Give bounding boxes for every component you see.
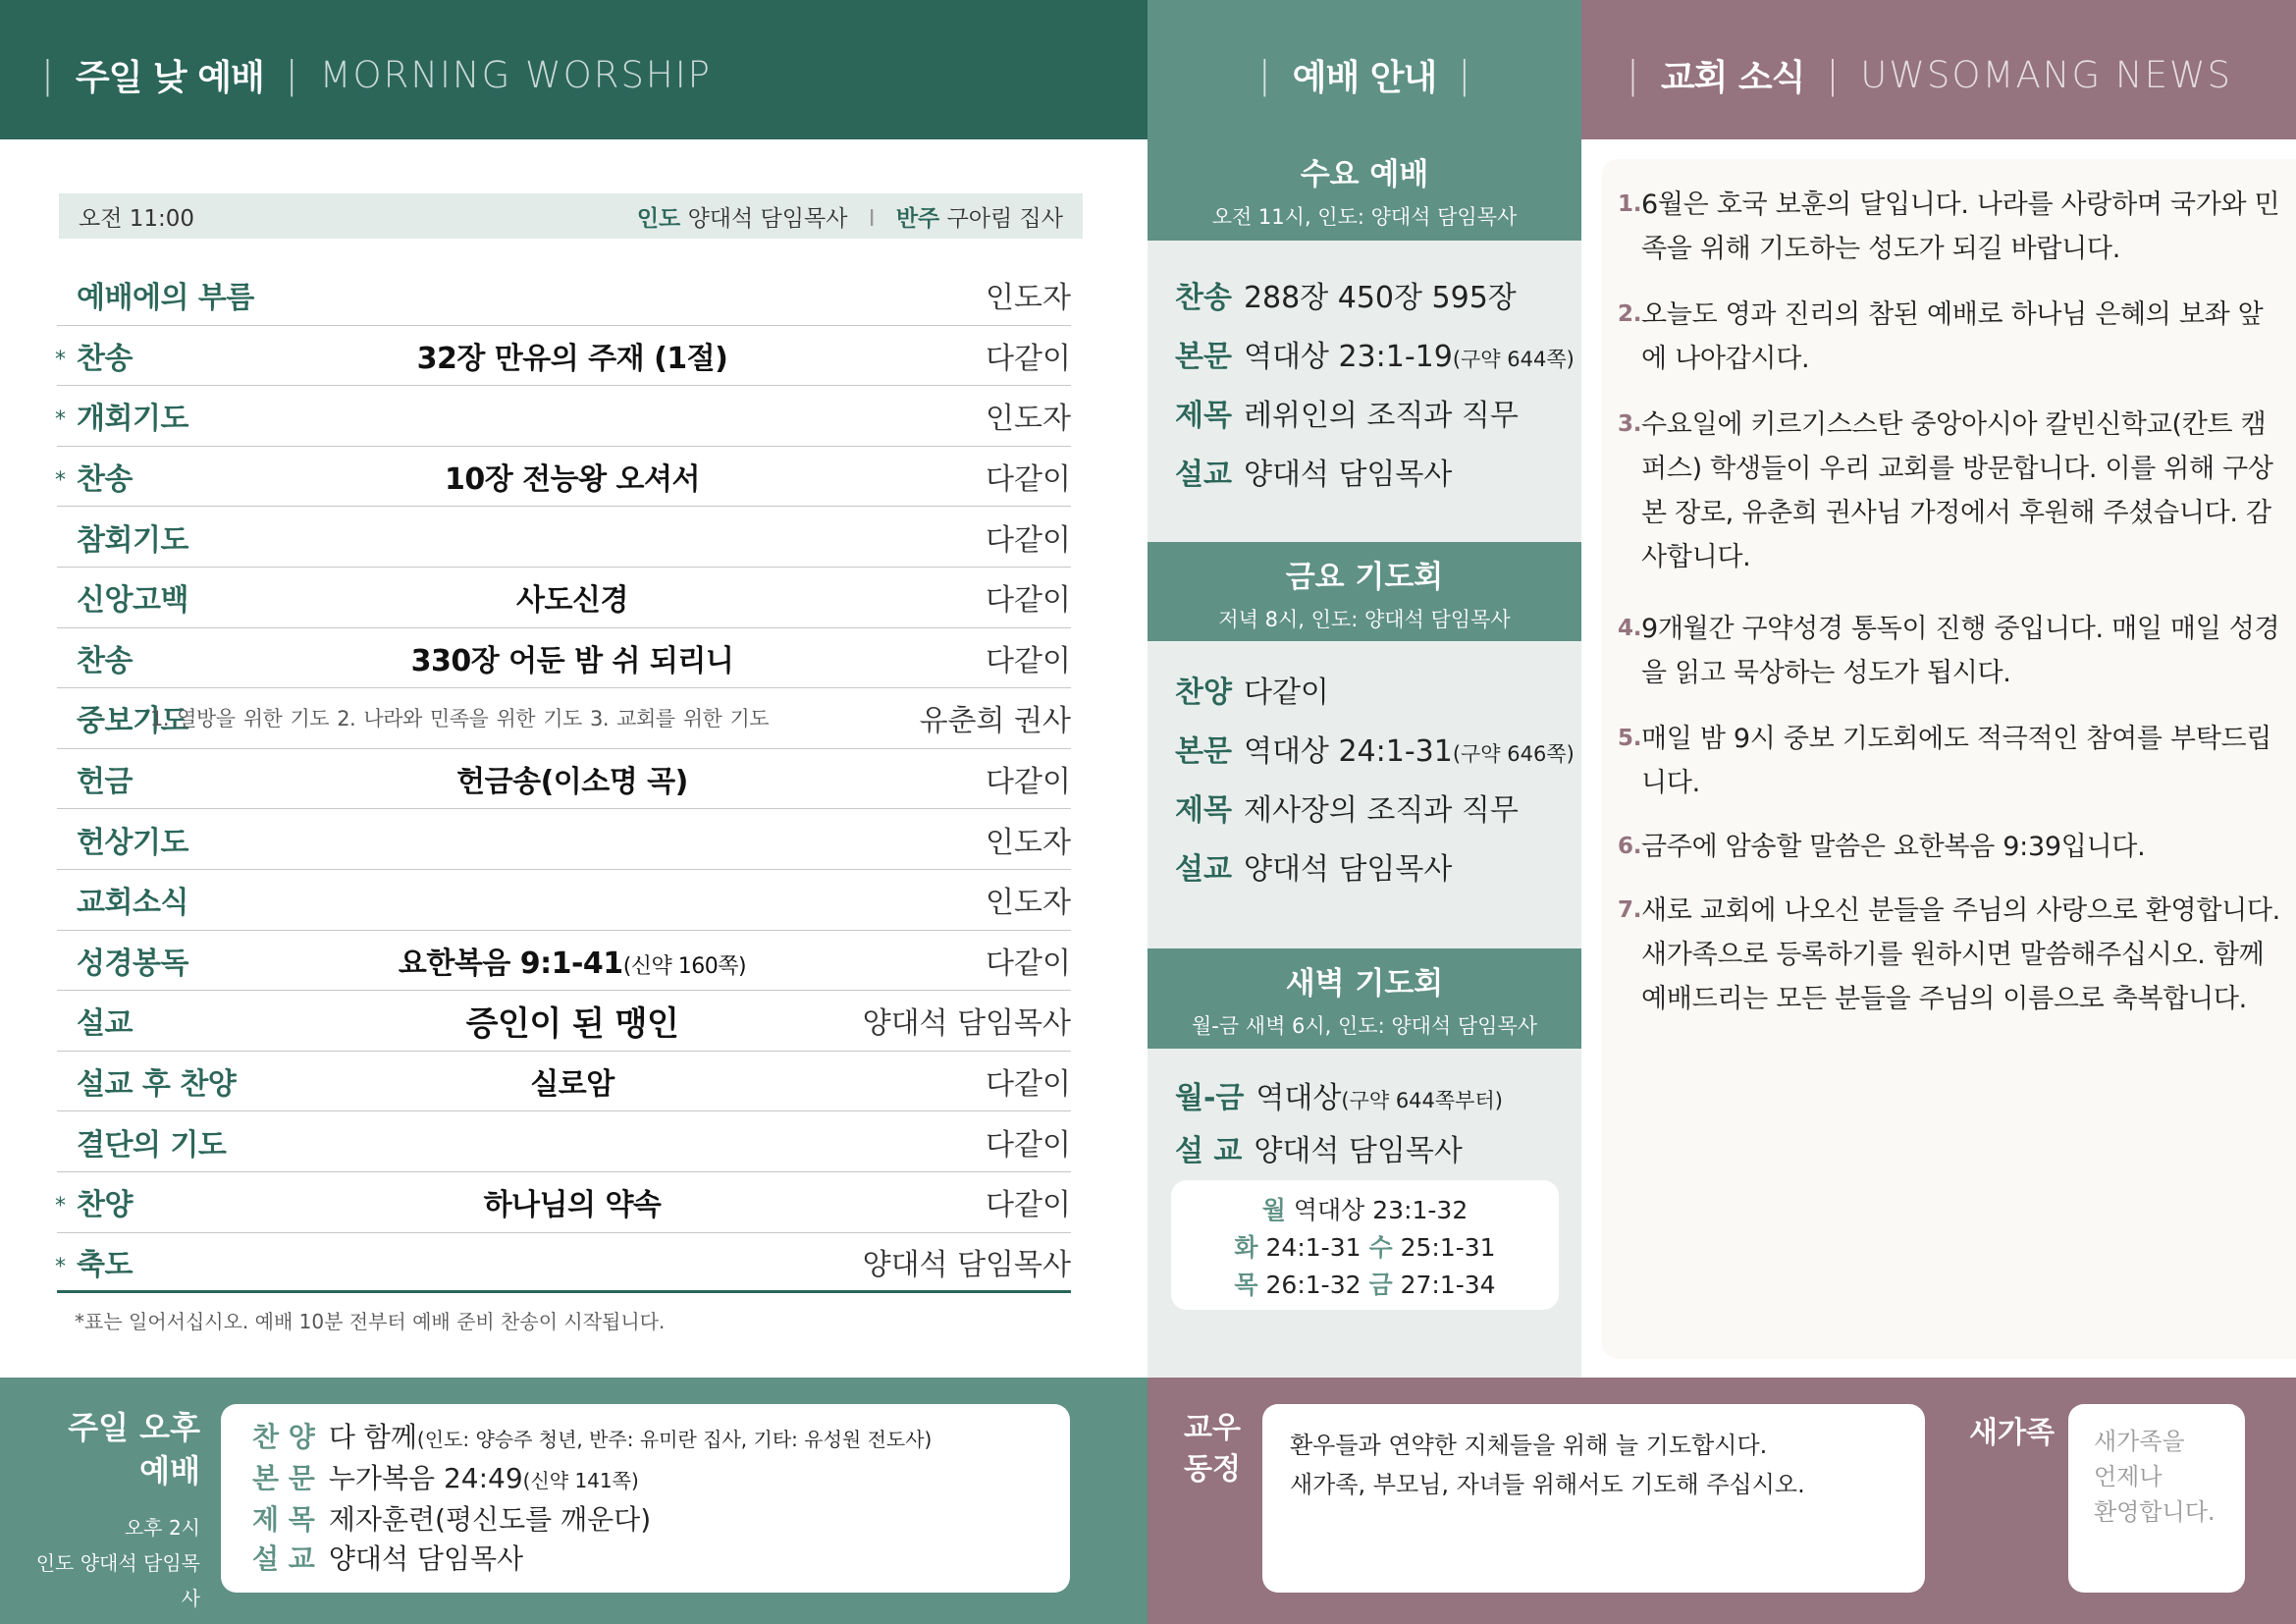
church-news-title: 교회 소식 [1660, 57, 1805, 98]
news-number: 7. [1618, 897, 1642, 923]
friday-service-title: 금요 기도회 [1285, 560, 1444, 595]
news-item [1618, 293, 2285, 381]
dawn-reading-line-1: 월 역대상 23:1-32 [1261, 1196, 1468, 1224]
standing-mark: * [55, 347, 66, 372]
news-item [1618, 403, 2285, 579]
order-item-name: 신앙고백 [77, 583, 188, 619]
header-divider: | [1257, 53, 1271, 96]
dawn-book-value: 역대상 [1255, 1081, 1342, 1115]
order-row [57, 809, 1071, 870]
order-item-name: 찬송 [77, 341, 133, 376]
wednesday-title-label: 제목 [1175, 399, 1232, 433]
news-item [1618, 825, 2285, 869]
order-item-name: 설교 [77, 1006, 133, 1042]
order-row [57, 326, 1071, 387]
news-text: 매일 밤 9시 중보 기도회에도 적극적인 참여를 부탁드립니다. [1641, 724, 2272, 798]
service-leaders [637, 200, 1063, 233]
wednesday-preacher-value: 양대석 담임목사 [1243, 458, 1453, 492]
dawn-preacher [1175, 1126, 1463, 1169]
order-item-leader: 인도자 [986, 281, 1071, 316]
order-item-name: 성경봉독 [77, 946, 188, 981]
afternoon-sermon-title: 제 목 제자훈련(평신도를 깨운다) [252, 1503, 652, 1536]
order-item-name: 축도 [77, 1247, 133, 1282]
dawn-service-title: 새벽 기도회 [1285, 966, 1444, 1001]
order-item-content: 하나님의 약속 [483, 1188, 662, 1223]
wednesday-title-value: 레위인의 조직과 직무 [1243, 399, 1519, 433]
order-item-leader: 다같이 [986, 1188, 1071, 1223]
friday-title-label: 제목 [1175, 793, 1232, 828]
dawn-service-sub: 월-금 새벽 6시, 인도: 양대석 담임목사 [1191, 1014, 1538, 1038]
prayer-news-title: 교우 동정 [1184, 1411, 1241, 1487]
dawn-reading-line-3: 목 26:1-32 금 27:1-34 [1234, 1271, 1496, 1299]
order-item-name: 예배에의 부름 [77, 281, 254, 316]
order-row [57, 1233, 1071, 1294]
header-divider: | [41, 53, 54, 96]
wednesday-preacher [1175, 450, 1452, 493]
leader-label: 인도 [636, 205, 681, 232]
afternoon-service-details [221, 1404, 1070, 1593]
friday-preacher-value: 양대석 담임목사 [1243, 852, 1453, 887]
friday-title-value: 제사장의 조직과 직무 [1243, 793, 1519, 828]
friday-preacher-label: 설교 [1175, 852, 1232, 887]
header-divider: | [1627, 53, 1639, 96]
order-item-content: 헌금송(이소명 곡) [456, 765, 688, 800]
order-item-leader: 다같이 [986, 1067, 1071, 1103]
newcomer-title: 새가족 [1969, 1416, 2055, 1450]
service-info-strip [59, 193, 1083, 239]
news-text: 9개월간 구약성경 통독이 진행 중입니다. 매일 매일 성경을 읽고 묵상하는 성도가 됩시다. [1641, 614, 2280, 688]
news-text: 새로 교회에 나오신 분들을 주님의 사랑으로 환영합니다. 새가족으로 등록하기를 원하시면 말씀해주십시오. 함께 예배드리는 모든 분들을 주님의 이름으로 축복합니다. [1641, 895, 2280, 1014]
order-of-worship [57, 265, 1071, 1293]
order-row [57, 568, 1071, 628]
order-item-leader: 다같이 [986, 341, 1071, 376]
friday-hymn [1175, 668, 1329, 711]
order-item-leader: 유춘희 권사 [919, 704, 1071, 739]
order-item-leader: 다같이 [986, 643, 1071, 678]
order-item-name: 참회기도 [77, 522, 188, 558]
order-row [57, 507, 1071, 568]
news-number: 3. [1618, 411, 1642, 437]
order-item-name: 중보기도 [77, 704, 188, 739]
dawn-book [1175, 1073, 1503, 1116]
order-item-name: 찬송 [77, 643, 133, 678]
friday-service-sub: 저녁 8시, 인도: 양대석 담임목사 [1218, 608, 1511, 631]
order-item-content: 실로암 [530, 1067, 614, 1103]
friday-text [1175, 727, 1575, 770]
order-row [57, 931, 1071, 992]
wednesday-hymn-label: 찬송 [1175, 281, 1232, 315]
afternoon-service-info [29, 1510, 200, 1616]
accompanist-name: 구아림 집사 [946, 205, 1063, 232]
wednesday-hymn [1175, 273, 1517, 316]
news-number: 5. [1618, 726, 1642, 751]
friday-service-header [1148, 542, 1581, 641]
news-list [1618, 183, 2285, 1021]
order-item-name: 개회기도 [77, 402, 188, 437]
friday-hymn-label: 찬양 [1175, 676, 1232, 710]
order-item-name: 설교 후 찬양 [77, 1067, 237, 1103]
morning-worship-english-title: MORNING WORSHIP [319, 53, 712, 96]
order-item-leader: 양대석 담임목사 [862, 1247, 1071, 1282]
order-item-name: 결단의 기도 [77, 1127, 227, 1163]
order-item-content: 330장 어둔 밤 쉬 되리니 [410, 643, 734, 678]
afternoon-title-line1: 주일 오후 [68, 1409, 200, 1446]
order-row [57, 628, 1071, 689]
order-row [57, 1111, 1071, 1172]
news-number: 6. [1618, 834, 1642, 859]
news-item [1618, 183, 2285, 271]
news-text: 수요일에 키르기스스탄 중앙아시아 칼빈신학교(칸트 캠퍼스) 학생들이 우리 교회를 방문합니다. 이를 위해 구상본 장로, 유춘희 권사님 가정에서 후원해 주셨습니다. 감사합니다. [1641, 409, 2273, 572]
wednesday-text-label: 본문 [1175, 340, 1232, 374]
friday-text-value: 역대상 24:1-31 [1243, 734, 1453, 769]
wednesday-preacher-label: 설교 [1175, 458, 1232, 492]
wednesday-service-header [1148, 139, 1581, 241]
accompanist-label: 반주 [895, 205, 940, 232]
news-text: 오늘도 영과 진리의 참된 예배로 하나님 은혜의 보좌 앞에 나아갑시다. [1641, 299, 2264, 374]
order-item-name: 찬송 [77, 462, 133, 498]
order-item-leader: 인도자 [986, 402, 1071, 437]
order-item-name: 찬양 [77, 1188, 133, 1223]
header-divider: | [1826, 53, 1840, 96]
wednesday-hymn-value: 288장 450장 595장 [1243, 281, 1517, 315]
order-row [57, 447, 1071, 508]
order-item-leader: 다같이 [986, 462, 1071, 498]
dawn-service-header [1148, 948, 1581, 1049]
prayer-line-2: 새가족, 부모님, 자녀들 위해서도 기도해 주십시오. [1290, 1471, 1805, 1498]
wednesday-text-note: (구약 644쪽) [1452, 348, 1575, 371]
order-item-name: 헌상기도 [77, 825, 188, 860]
afternoon-leader: 인도 양대석 담임목사 [35, 1551, 200, 1610]
news-item [1618, 607, 2285, 695]
news-number: 1. [1618, 191, 1642, 217]
order-row [57, 688, 1071, 749]
dawn-book-note: (구약 644쪽부터) [1341, 1089, 1503, 1112]
dawn-reading-schedule [1171, 1180, 1559, 1310]
service-guide-title: 예배 안내 [1292, 57, 1437, 98]
standing-mark: * [55, 467, 66, 493]
dawn-preacher-label: 설 교 [1175, 1134, 1243, 1168]
wednesday-text-value: 역대상 23:1-19 [1243, 340, 1453, 374]
wednesday-service-sub: 오전 11시, 인도: 양대석 담임목사 [1211, 205, 1518, 229]
newcomer-box: 새가족을 언제나 환영합니다. [2068, 1404, 2245, 1593]
afternoon-text: 본 문 누가복음 24:49(신약 141쪽) [252, 1462, 639, 1494]
afternoon-time: 오후 2시 [124, 1516, 200, 1540]
order-item-content: 10장 전능왕 오셔서 [445, 462, 700, 498]
friday-preacher [1175, 844, 1452, 888]
leader-name: 양대석 담임목사 [687, 205, 848, 232]
afternoon-preacher: 설 교 양대석 담임목사 [252, 1543, 524, 1575]
leader-divider: I [868, 205, 876, 232]
order-item-leader: 다같이 [986, 765, 1071, 800]
order-item-leader: 양대석 담임목사 [862, 1006, 1071, 1042]
news-text: 금주에 암송할 말씀은 요한복음 9:39입니다. [1641, 832, 2146, 862]
service-guide-header [1148, 0, 1581, 139]
afternoon-service-title [29, 1406, 200, 1492]
order-item-leader: 다같이 [986, 1127, 1071, 1163]
friday-hymn-value: 다같이 [1243, 676, 1329, 710]
dawn-reading-line-2: 화 24:1-31 수 25:1-31 [1234, 1233, 1496, 1262]
news-item [1618, 717, 2285, 805]
order-row [57, 870, 1071, 931]
wednesday-text [1175, 332, 1575, 375]
order-row [57, 991, 1071, 1052]
standing-footnote: *표는 일어서십시오. 예배 10분 전부터 예배 준비 찬송이 시작됩니다. [75, 1310, 666, 1333]
standing-mark: * [55, 1193, 66, 1218]
order-row [57, 1172, 1071, 1233]
order-item-name: 교회소식 [77, 886, 188, 921]
order-item-leader: 다같이 [986, 946, 1071, 981]
news-number: 4. [1618, 616, 1642, 641]
order-item-content: 사도신경 [516, 583, 628, 619]
news-number: 2. [1618, 301, 1642, 327]
service-time: 오전 11:00 [79, 205, 195, 232]
news-item [1618, 889, 2285, 1021]
friday-title [1175, 785, 1519, 829]
order-item-name: 헌금 [77, 765, 133, 800]
friday-text-note: (구약 646쪽) [1452, 742, 1575, 766]
order-row [57, 265, 1071, 326]
afternoon-title-line2: 예배 [139, 1452, 200, 1489]
wednesday-title [1175, 391, 1519, 434]
order-item-leader: 인도자 [986, 825, 1071, 860]
prayer-line-1: 환우들과 연약한 지체들을 위해 늘 기도합시다. [1290, 1432, 1768, 1459]
news-text: 6월은 호국 보훈의 달입니다. 나라를 사랑하며 국가와 민족을 위해 기도하는 성도가 되길 바랍니다. [1641, 189, 2280, 264]
afternoon-hymn: 찬 양 다 함께(인도: 양승주 청년, 반주: 유미란 집사, 기타: 유성원 전도사) [252, 1421, 933, 1453]
order-item-content: 증인이 된 맹인 [465, 1003, 679, 1044]
friday-text-label: 본문 [1175, 734, 1232, 769]
order-item-leader: 다같이 [986, 583, 1071, 619]
morning-worship-title: 주일 낮 예배 [75, 57, 264, 98]
prayer-news-box [1262, 1404, 1925, 1593]
order-item-leader: 다같이 [986, 522, 1071, 558]
dawn-preacher-value: 양대석 담임목사 [1254, 1134, 1463, 1168]
order-row [57, 1052, 1071, 1112]
header-divider: | [285, 53, 298, 96]
wednesday-service-title: 수요 예배 [1300, 157, 1429, 192]
header-divider: | [1458, 53, 1471, 96]
order-item-content: 1. 열방을 위한 기도 2. 나라와 민족을 위한 기도 3. 교회를 위한 기도 [149, 707, 770, 731]
dawn-days-label: 월-금 [1175, 1081, 1245, 1115]
order-item-content: 요한복음 9:1-41(신약 160쪽) [398, 946, 747, 981]
order-item-leader: 인도자 [986, 886, 1071, 921]
order-item-content: 32장 만유의 주재 (1절) [416, 341, 728, 376]
order-row [57, 386, 1071, 447]
church-news-header [1581, 0, 2296, 139]
order-row [57, 749, 1071, 810]
church-news-english-title: UWSOMANG NEWS [1860, 53, 2233, 96]
morning-worship-header [0, 0, 1148, 139]
standing-mark: * [55, 407, 66, 433]
standing-mark: * [55, 1254, 66, 1279]
